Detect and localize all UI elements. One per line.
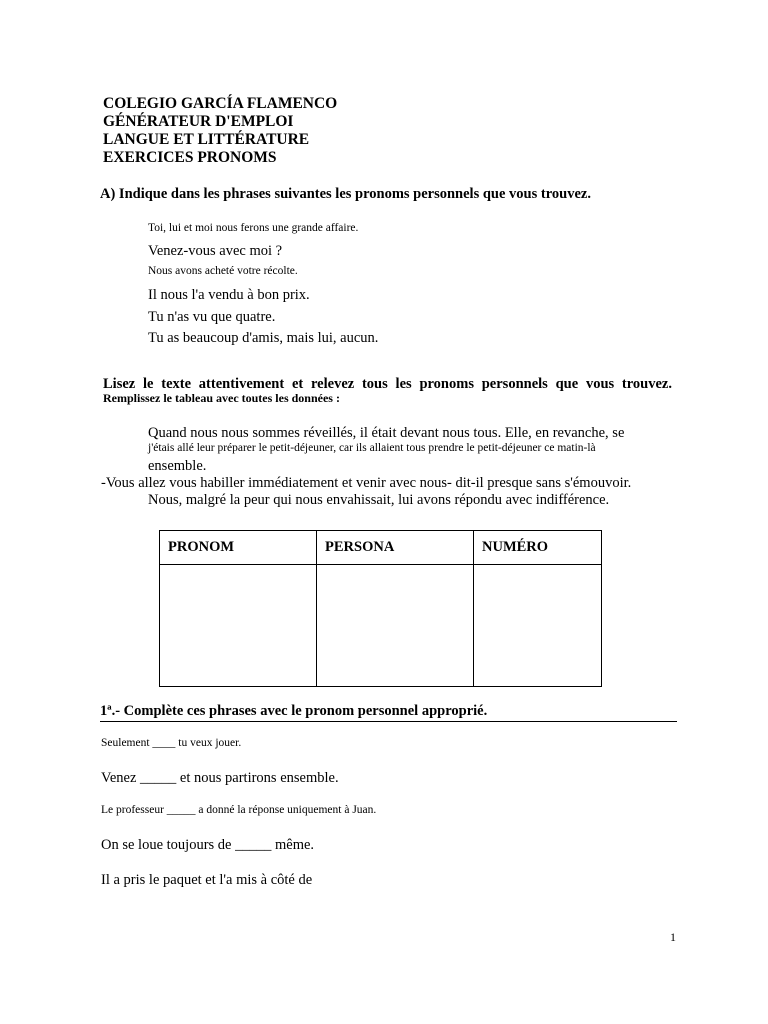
text-line-5: Nous, malgré la peur qui nous envahissait, lui avons répondu avec indifférence. — [148, 492, 610, 508]
text-line-3: ensemble. — [148, 458, 207, 474]
page-number: 1 — [670, 930, 676, 944]
header-persona: PERSONA — [317, 531, 474, 565]
section-c-title: 1ª.- Complète ces phrases avec le pronom personnel approprié. — [100, 703, 677, 722]
header-pronom: PRONOM — [160, 531, 317, 565]
text-line-4: -Vous allez vous habiller immédiatement et venir avec nous- dit-il presque sans s'émouvoir. — [101, 475, 632, 491]
table-row — [160, 565, 602, 687]
header-numero: NUMÉRO — [474, 531, 602, 565]
exercise-title: EXERCICES PRONOMS — [103, 149, 277, 166]
fill-item-1: Seulement ____ tu veux jouer. — [101, 737, 242, 749]
table-header-row — [160, 531, 602, 565]
section-b-instruction: Lisez le texte attentivement et relevez tous les pronoms personnels que vous trouvez. — [103, 376, 672, 392]
sentence-3: Nous avons acheté votre récolte. — [148, 265, 298, 277]
sentence-2: Venez-vous avec moi ? — [148, 243, 283, 259]
cell-numero[interactable] — [474, 565, 602, 687]
generator-title: GÉNÉRATEUR D'EMPLOI — [103, 113, 294, 130]
subject-title: LANGUE ET LITTÉRATURE — [103, 131, 310, 148]
sentence-5: Tu n'as vu que quatre. — [148, 309, 276, 325]
school-name: COLEGIO GARCÍA FLAMENCO — [103, 95, 338, 112]
sentence-6: Tu as beaucoup d'amis, mais lui, aucun. — [148, 330, 379, 346]
section-b-sub-instruction: Remplissez le tableau avec toutes les données : — [103, 391, 340, 405]
cell-pronom[interactable] — [160, 565, 317, 687]
section-a-instruction: A) Indique dans les phrases suivantes les pronoms personnels que vous trouvez. — [100, 186, 591, 202]
pronoun-table — [159, 530, 602, 687]
sentence-1: Toi, lui et moi nous ferons une grande affaire. — [148, 222, 359, 234]
fill-item-2: Venez _____ et nous partirons ensemble. — [101, 770, 339, 786]
cell-persona[interactable] — [317, 565, 474, 687]
fill-item-3: Le professeur _____ a donné la réponse uniquement à Juan. — [101, 804, 377, 816]
fill-item-5: Il a pris le paquet et l'a mis à côté de — [101, 872, 313, 888]
fill-item-4: On se loue toujours de _____ même. — [101, 837, 315, 853]
text-line-1: Quand nous nous sommes réveillés, il était devant nous tous. Elle, en revanche, se — [148, 425, 625, 441]
text-line-2: j'étais allé leur préparer le petit-déjeuner, car ils allaient tous prendre le petit-déjeuner ce matin-là — [148, 442, 596, 454]
sentence-4: Il nous l'a vendu à bon prix. — [148, 287, 310, 303]
